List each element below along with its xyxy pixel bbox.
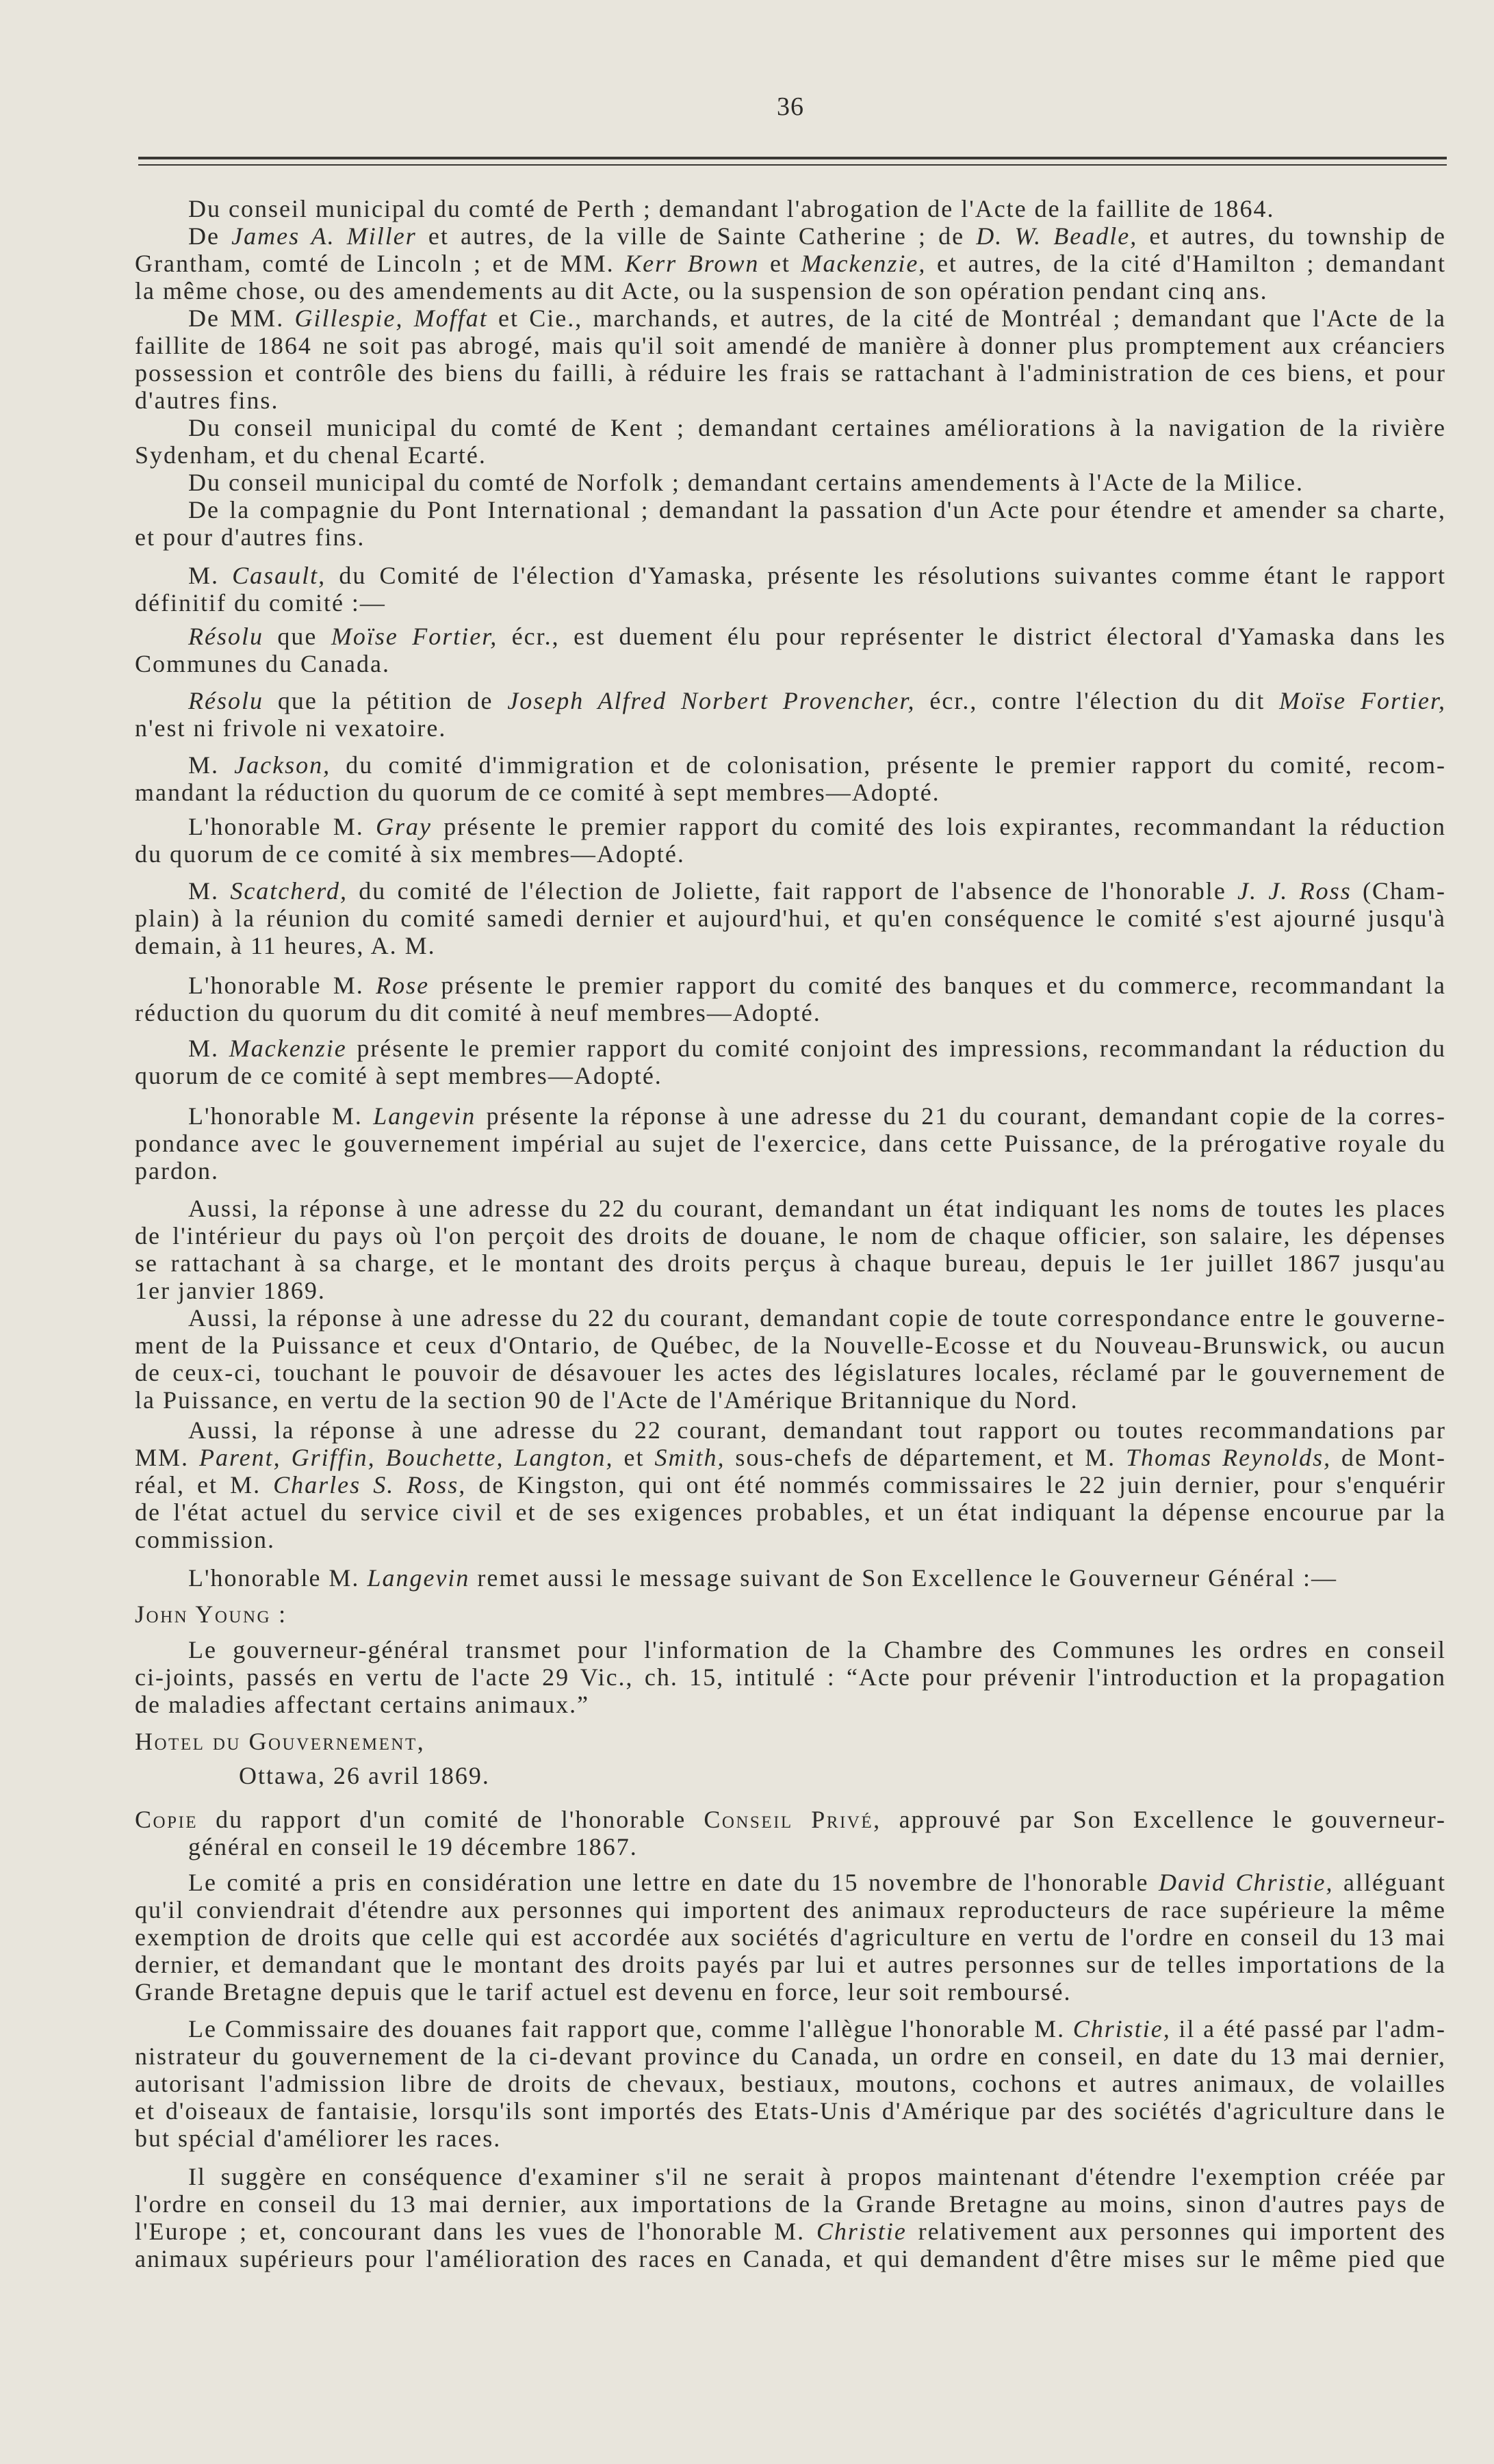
text-line: nistrateur du gouvernement de la ci-devant province du Canada, un ordre en conseil, en date du 13 mai dernier, — [135, 2042, 1446, 2070]
text-line: du quorum de ce comité à six membres—Adopté. — [135, 840, 685, 868]
text-line: mandant la réduction du quorum de ce comité à sept membres—Adopté. — [135, 779, 940, 806]
text-line: L'honorable M. Langevin remet aussi le message suivant de Son Excellence le Gouverneur Général :— — [188, 1564, 1338, 1592]
text-line: Du conseil municipal du comté de Perth ; demandant l'abrogation de l'Acte de la faillite de 1864. — [188, 195, 1275, 222]
text-line: pardon. — [135, 1157, 219, 1184]
text-line: de l'intérieur du pays où l'on perçoit des droits de douane, le nom de chaque officier, son salaire, les dépenses — [135, 1222, 1446, 1249]
text-line: d'autres fins. — [135, 387, 279, 414]
report-rose-banques — [135, 972, 1446, 1026]
text-line: M. Jackson, du comité d'immigration et de colonisation, présente le premier rapport du comité, recom- — [188, 751, 1446, 779]
page-number: 36 — [777, 92, 804, 121]
text-line: but spécial d'améliorer les races. — [135, 2125, 502, 2152]
small-caps-text: Conseil Privé, — [704, 1806, 881, 1833]
message-signature — [135, 1600, 1446, 1628]
italic-name: D. W. Beadle, — [976, 222, 1138, 250]
petition-norfolk — [135, 469, 1446, 496]
resolution-fortier-elected — [135, 623, 1446, 677]
resolution-provencher-petition — [135, 687, 1446, 742]
text-line: l'Europe ; et, concourant dans les vues de l'honorable M. Christie relativement aux personnes qui importent des — [135, 2218, 1446, 2245]
message-body — [135, 1636, 1446, 1718]
italic-name: Charles S. Ross, — [273, 1471, 467, 1499]
text-line: la Puissance, en vertu de la section 90 de l'Acte de l'Amérique Britannique du Nord. — [135, 1386, 1079, 1414]
text-line: M. Casault, du Comité de l'élection d'Yamaska, présente les résolutions suivantes comme étant le rapport — [188, 562, 1446, 589]
text-line: faillite de 1864 ne soit pas abrogé, mais qu'il soit amendé de manière à donner plus promptement aux créanciers — [135, 332, 1446, 359]
message-place — [135, 1728, 1446, 1755]
text-line: Sydenham, et du chenal Ecarté. — [135, 441, 487, 469]
text-line: Grantham, comté de Lincoln ; et de MM. Kerr Brown et Mackenzie, et autres, de la cité d'Hamilton ; demandant — [135, 250, 1447, 277]
petition-miller-beadle — [135, 222, 1446, 304]
text-line: définitif du comité :— — [135, 589, 386, 617]
text-line: De MM. Gillespie, Moffat et Cie., marchands, et autres, de la cité de Montréal ; demandant que l'Acte de la — [188, 304, 1447, 332]
text-line: l'ordre en conseil du 13 mai dernier, aux importations de la Grande Bretagne au moins, sinon d'autres pays de — [135, 2190, 1446, 2218]
text-line: pondance avec le gouvernement impérial au sujet de l'exercice, dans cette Puissance, de la prérogative royale du — [135, 1130, 1446, 1157]
italic-name: Résolu — [188, 623, 263, 650]
text-line: Copie du rapport d'un comité de l'honorable Conseil Privé, approuvé par Son Excellence le gouverneur- — [135, 1806, 1446, 1833]
text-line: Du conseil municipal du comté de Norfolk ; demandant certains amendements à l'Acte de la Milice. — [188, 469, 1304, 496]
return-langevin-pardon — [135, 1102, 1446, 1184]
italic-name: Mackenzie — [229, 1035, 347, 1062]
text-line: Communes du Canada. — [135, 650, 390, 677]
text-line: de ceux-ci, touchant le pouvoir de désavouer les actes des législatures locales, réclamé par le gouvernement de — [135, 1359, 1446, 1386]
text-line: 1er janvier 1869. — [135, 1277, 326, 1304]
text-line: De la compagnie du Pont International ; demandant la passation d'un Acte pour étendre et amender sa charte, — [188, 496, 1446, 523]
text-line: n'est ni frivole ni vexatoire. — [135, 714, 447, 742]
text-line: Aussi, la réponse à une adresse du 22 du courant, demandant un état indiquant les noms de toutes les places — [188, 1195, 1446, 1222]
text-line: Le gouverneur-général transmet pour l'information de la Chambre des Communes les ordres en conseil — [188, 1636, 1446, 1663]
text-line: quorum de ce comité à sept membres—Adopté. — [135, 1062, 662, 1089]
italic-name: J. J. Ross — [1237, 877, 1352, 905]
italic-name: Joseph Alfred Norbert Provencher, — [507, 687, 916, 714]
text-line: Résolu que la pétition de Joseph Alfred Norbert Provencher, écr., contre l'élection du dit Moïse Fortier, — [188, 687, 1446, 714]
petition-pont-international — [135, 496, 1446, 551]
text-line: animaux supérieurs pour l'amélioration des races en Canada, et qui demandent d'être mises sur le même pied que — [135, 2245, 1446, 2272]
report-gray-lois-expirantes — [135, 813, 1446, 868]
text-line: la même chose, ou des amendements au dit Acte, ou la suspension de son opération pendant cinq ans. — [135, 277, 1268, 304]
text-line: réal, et M. Charles S. Ross, de Kingston, qui ont été nommés commissaires le 22 juin dernier, pour s'enquérir — [135, 1471, 1446, 1499]
message-date — [135, 1762, 1446, 1789]
italic-name: Résolu — [188, 687, 263, 714]
text-line: Résolu que Moïse Fortier, écr., est duement élu pour représenter le district électoral d'Yamaska dans les — [188, 623, 1446, 650]
text-line: de maladies affectant certains animaux.” — [135, 1691, 590, 1718]
italic-name: Thomas Reynolds, — [1126, 1444, 1332, 1471]
text-line: M. Mackenzie présente le premier rapport du comité conjoint des impressions, recommandant la réduction du — [188, 1035, 1446, 1062]
italic-name: Kerr Brown — [625, 250, 760, 277]
small-caps-text: Copie — [135, 1806, 198, 1833]
order-heading — [135, 1806, 1446, 1860]
italic-name: Christie, — [1072, 2015, 1171, 2042]
text-line: L'honorable M. Rose présente le premier rapport du comité des banques et du commerce, recommandant la — [188, 972, 1446, 999]
text-line: et pour d'autres fins. — [135, 523, 365, 551]
petition-gillespie-moffat — [135, 304, 1446, 414]
return-service-civil — [135, 1416, 1446, 1553]
text-line: L'honorable M. Langevin présente la réponse à une adresse du 21 du courant, demandant copie de la corres- — [188, 1102, 1446, 1130]
text-line: M. Scatcherd, du comité de l'élection de Joliette, fait rapport de l'absence de l'honorable J. J. Ross (Cham- — [188, 877, 1447, 905]
italic-name: Moïse Fortier, — [331, 623, 498, 650]
report-mackenzie-impressions — [135, 1035, 1446, 1089]
text-line: Aussi, la réponse à une adresse du 22 courant, demandant tout rapport ou toutes recommandations par — [188, 1416, 1446, 1444]
message-intro — [135, 1564, 1446, 1592]
small-caps-text: Hotel du Gouvernement, — [135, 1728, 426, 1755]
italic-name: Jackson, — [234, 751, 331, 779]
italic-name: Gray — [376, 813, 433, 840]
text-line: MM. Parent, Griffin, Bouchette, Langton, et Smith, sous-chefs de département, et M. Thomas Reynolds, de Mont- — [135, 1444, 1447, 1471]
text-line: de l'état actuel du service civil et de ses exigences probables, et un état indiquant la dépense encourue par la — [135, 1499, 1446, 1526]
report-scatcherd-joliette — [135, 877, 1446, 959]
text-line: général en conseil le 19 décembre 1867. — [188, 1833, 638, 1860]
text-line: dernier, et demandant que le montant des droits payés par lui et autres personnes sur de telles importations de la — [135, 1951, 1446, 1978]
text-line: possession et contrôle des biens du failli, à réduire les frais se rattachant à l'administration de ces biens, et pour — [135, 359, 1446, 387]
order-christie-letter — [135, 1869, 1446, 2006]
order-commissaire-report — [135, 2015, 1446, 2152]
page-body — [135, 195, 1446, 2272]
italic-name: Smith, — [654, 1444, 725, 1471]
text-line: De James A. Miller et autres, de la ville de Sainte Catherine ; de D. W. Beadle, et autres, du township de — [188, 222, 1446, 250]
italic-name: Langevin — [367, 1564, 470, 1592]
petition-perth — [135, 195, 1446, 222]
small-caps-text: John Young — [135, 1600, 272, 1628]
text-line — [135, 1728, 1446, 1755]
text-line: John Young : — [135, 1600, 287, 1628]
text-line: se rattachant à sa charge, et le montant des droits perçus à chaque bureau, depuis le 1er juillet 1867 jusqu'au — [135, 1249, 1446, 1277]
text-line: et d'oiseaux de fantaisie, lorsqu'ils sont importés des Etats-Unis d'Amérique par des sociétés d'agriculture dans le — [135, 2097, 1446, 2125]
text-line: exemption de droits que celle qui est accordée aux sociétés d'agriculture en vertu de l'ordre en conseil du 13 mai — [135, 1923, 1446, 1951]
italic-name: Moïse Fortier, — [1279, 687, 1446, 714]
text-line: qu'il conviendrait d'étendre aux personnes qui importent des animaux reproducteurs de race supérieure la même — [135, 1896, 1446, 1923]
order-suggestion — [135, 2163, 1446, 2272]
text-line: Le Commissaire des douanes fait rapport que, comme l'allègue l'honorable M. Christie, il a été passé par l'adm- — [188, 2015, 1446, 2042]
italic-name: Christie — [816, 2218, 907, 2245]
text-line: Du conseil municipal du comté de Kent ; demandant certaines améliorations à la navigation de la rivière — [188, 414, 1446, 441]
text-line: plain) à la réunion du comité samedi dernier et aujourd'hui, et qu'en conséquence le comité s'est ajourné jusqu'à — [135, 905, 1446, 932]
report-casault-yamaska — [135, 562, 1446, 617]
report-jackson-immigration — [135, 751, 1446, 806]
text-line: Il suggère en conséquence d'examiner s'il ne serait à propos maintenant d'étendre l'exemption créée par — [188, 2163, 1446, 2190]
text-line: Aussi, la réponse à une adresse du 22 du courant, demandant copie de toute correspondance entre le gouverne- — [188, 1304, 1446, 1332]
text-line: ci-joints, passés en vertu de l'acte 29 Vic., ch. 15, intitulé : “Acte pour prévenir l'introduction et la propagation — [135, 1663, 1446, 1691]
italic-name: David Christie, — [1158, 1869, 1334, 1896]
text-line: Grande Bretagne depuis que le tarif actuel est devenu en force, leur soit remboursé. — [135, 1978, 1072, 2006]
italic-name: James A. Miller — [231, 222, 417, 250]
text-line: autorisant l'admission libre de droits de chevaux, bestiaux, moutons, cochons et autres animaux, de volailles — [135, 2070, 1446, 2097]
text-line: Le comité a pris en considération une lettre en date du 15 novembre de l'honorable David Christie, alléguant — [188, 1869, 1446, 1896]
text-line: réduction du quorum du dit comité à neuf membres—Adopté. — [135, 999, 821, 1026]
text-line: Ottawa, 26 avril 1869. — [239, 1762, 490, 1789]
italic-name: Casault, — [232, 562, 326, 589]
italic-name: Parent, Griffin, Bouchette, Langton, — [199, 1444, 614, 1471]
header-double-rule — [138, 157, 1447, 166]
text-line: ment de la Puissance et ceux d'Ontario, de Québec, de la Nouvelle-Ecosse et du Nouveau-Brunswick, ou aucun — [135, 1332, 1446, 1359]
return-desaveu-correspondance — [135, 1304, 1446, 1414]
italic-name: Gillespie, Moffat — [294, 304, 488, 332]
text-line: L'honorable M. Gray présente le premier rapport du comité des lois expirantes, recommandant la réduction — [188, 813, 1446, 840]
text-line: demain, à 11 heures, A. M. — [135, 932, 436, 959]
italic-name: Langevin — [373, 1102, 476, 1130]
italic-name: Scatcherd, — [230, 877, 348, 905]
petition-kent — [135, 414, 1446, 469]
italic-name: Mackenzie, — [801, 250, 927, 277]
return-douane-places — [135, 1195, 1446, 1304]
italic-name: Rose — [376, 972, 430, 999]
text-line: commission. — [135, 1526, 276, 1553]
